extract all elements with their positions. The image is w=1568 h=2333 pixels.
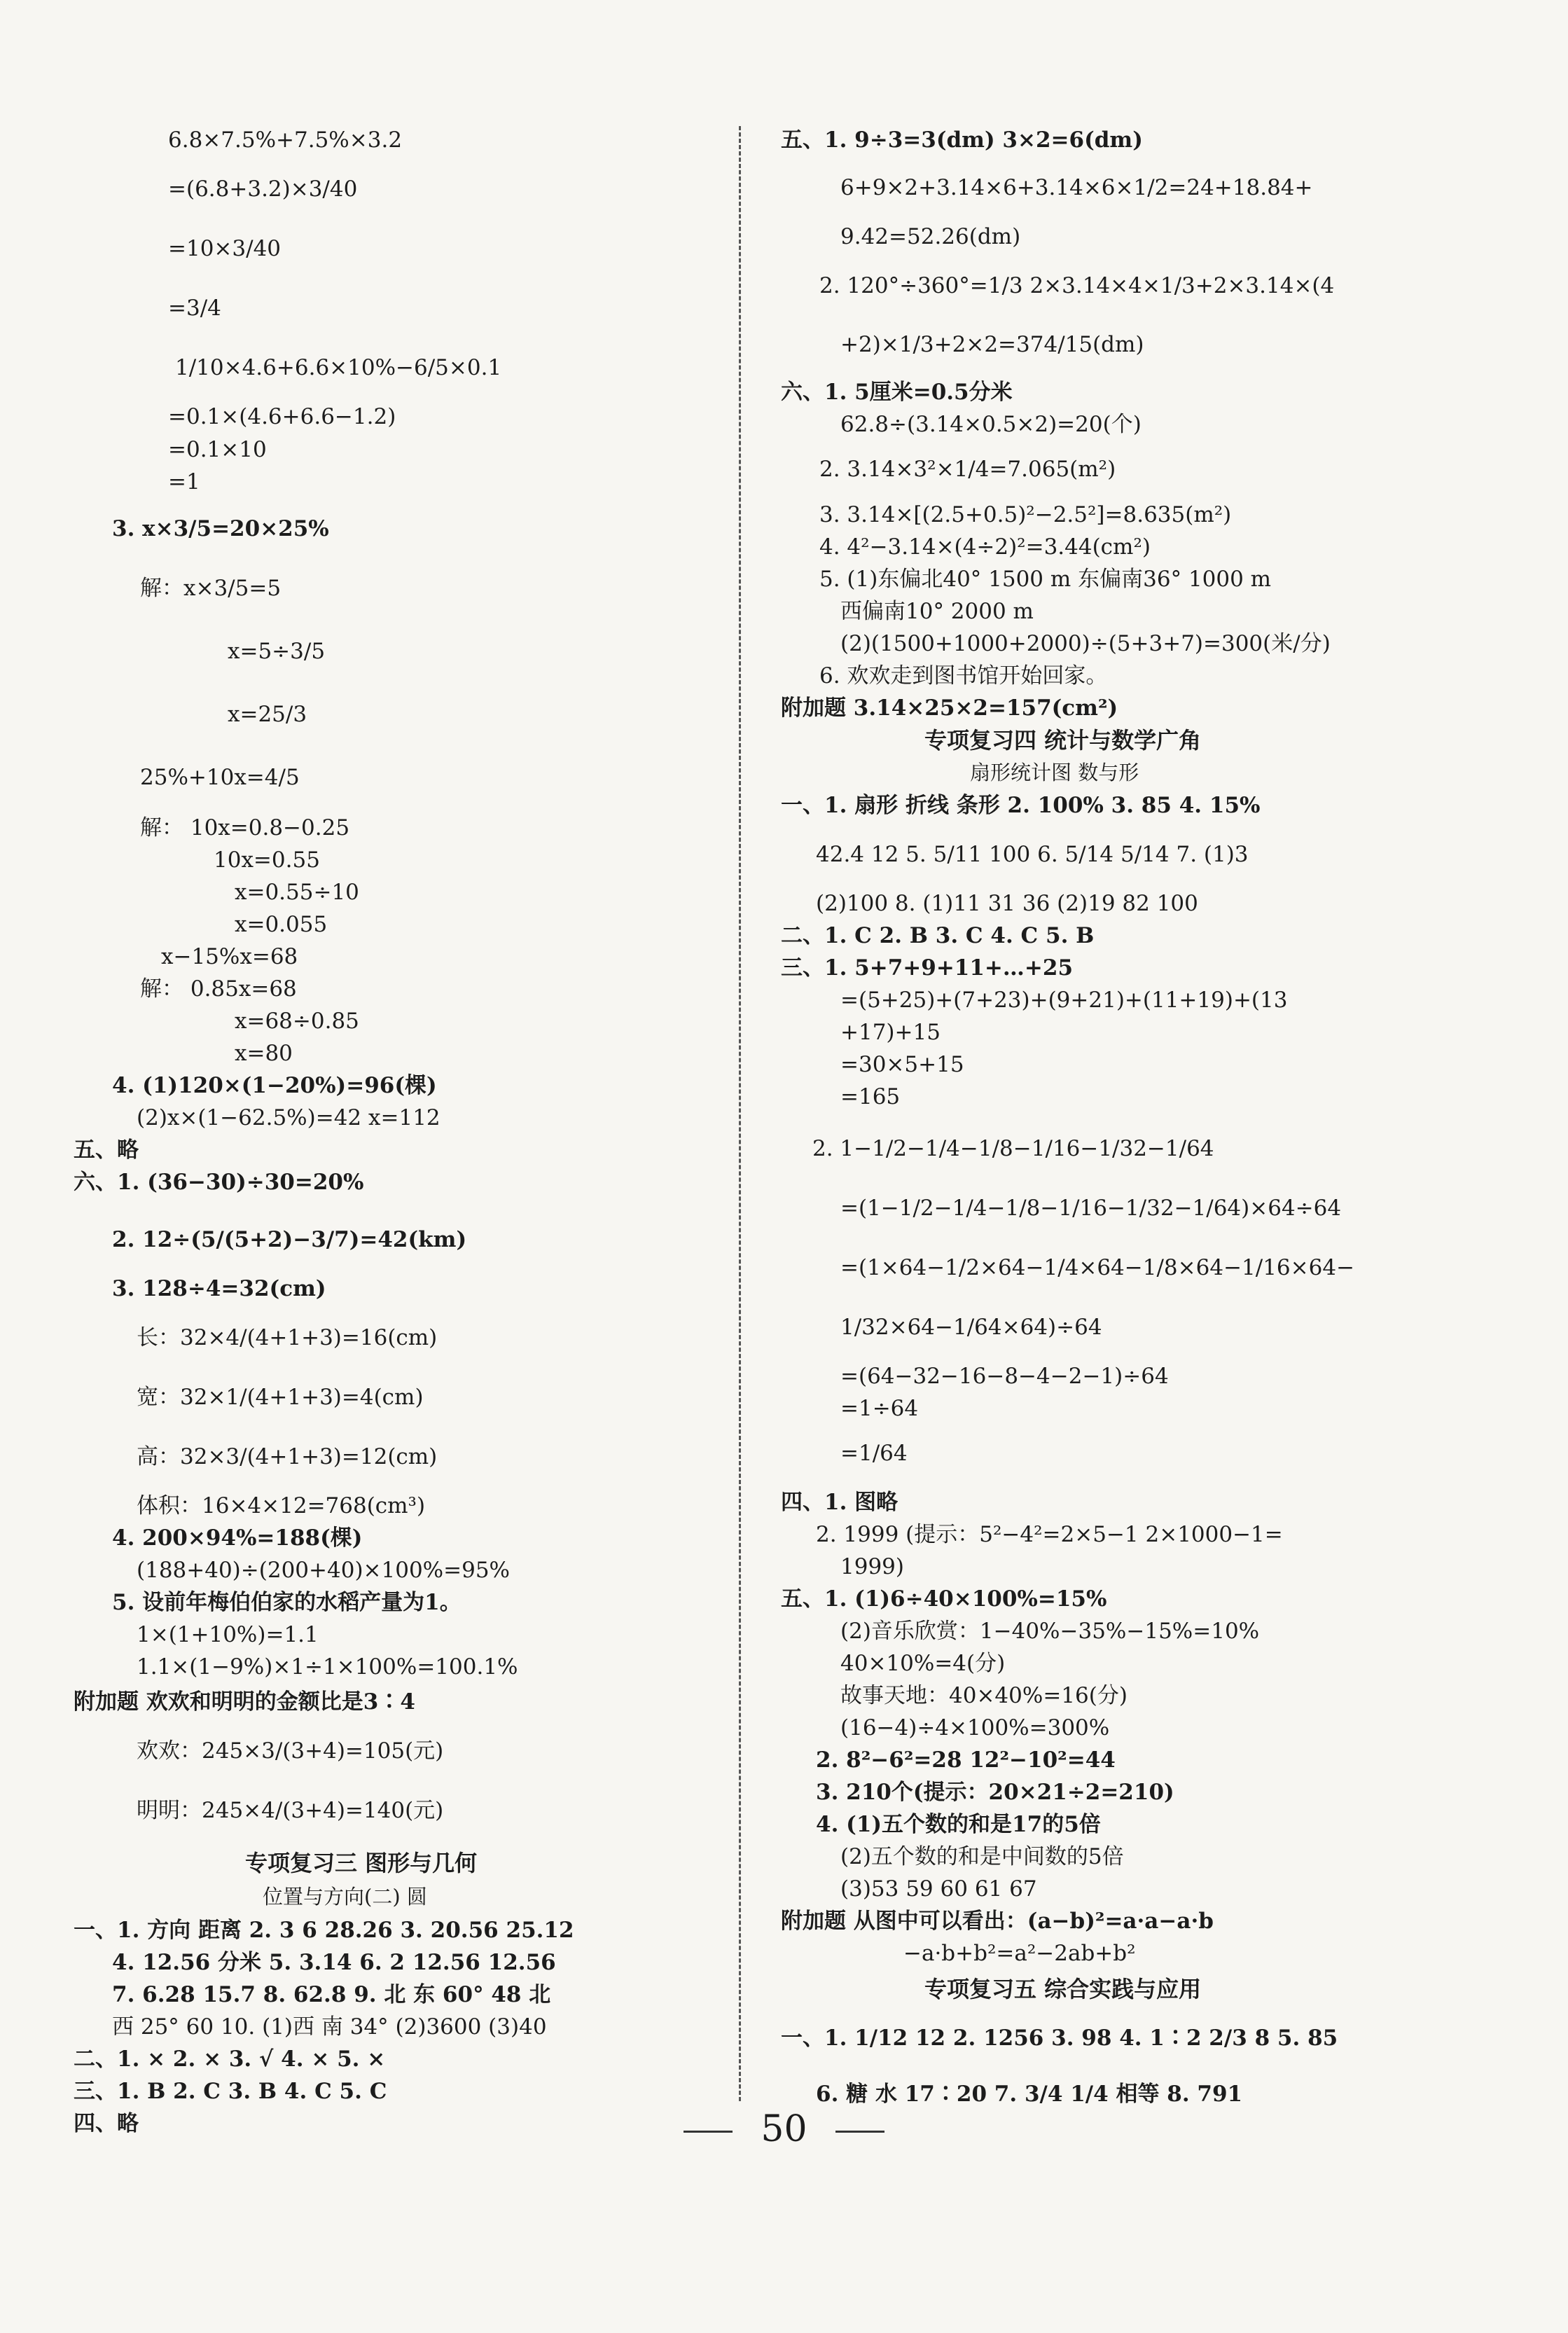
text-line: 二、1. × 2. × 3. √ 4. × 5. × <box>74 2047 386 2072</box>
text-line: 2. 1−1/2−1/4−1/8−1/16−1/32−1/64 <box>812 1136 1214 1161</box>
column-divider <box>739 126 741 2101</box>
text-line: x=25/3 <box>228 702 307 727</box>
text-line: 西偏南10° 2000 m <box>840 599 1034 624</box>
text-line: 6+9×2+3.14×6+3.14×6×1/2=24+18.84+ <box>840 175 1313 200</box>
text-line: 42.4 12 5. 5/11 100 6. 5/14 5/14 7. (1)3 <box>816 842 1249 867</box>
text-line: 9.42=52.26(dm) <box>840 224 1021 249</box>
text-line: 2. 120°÷360°=1/3 2×3.14×4×1/3+2×3.14×(4 <box>819 273 1335 298</box>
text-line: 附加题 欢欢和明明的金额比是3∶4 <box>74 1689 415 1715</box>
text-line: 2. 12÷(5/(5+2)−3/7)=42(km) <box>112 1227 467 1252</box>
text-line: 一、1. 扇形 折线 条形 2. 100% 3. 85 4. 15% <box>781 793 1261 818</box>
text-line: =1 <box>168 469 200 494</box>
text-line: =3/4 <box>168 296 221 321</box>
text-line: 2. 3.14×3²×1/4=7.065(m²) <box>819 457 1116 482</box>
text-line: 1/10×4.6+6.6×10%−6/5×0.1 <box>175 355 502 380</box>
text-line: 25%+10x=4/5 <box>140 765 300 790</box>
text-line: 三、1. B 2. C 3. B 4. C 5. C <box>74 2079 387 2104</box>
footer-dash <box>684 2131 733 2133</box>
text-line: (2)(1500+1000+2000)÷(5+3+7)=300(米/分) <box>840 631 1331 656</box>
text-line: 40×10%=4(分) <box>840 1651 1006 1676</box>
text-line: =(6.8+3.2)×3/40 <box>168 176 358 202</box>
text-line: 五、1. 9÷3=3(dm) 3×2=6(dm) <box>781 127 1143 153</box>
text-line: =0.1×(4.6+6.6−1.2) <box>168 404 396 429</box>
text-line: 六、1. (36−30)÷30=20% <box>74 1170 364 1195</box>
text-line: 5. 设前年梅伯伯家的水稻产量为1。 <box>112 1590 462 1615</box>
section-subtitle: 位置与方向(二) 圆 <box>263 1885 427 1909</box>
text-line: 解： 10x=0.8−0.25 <box>140 815 350 840</box>
text-line: 明明：245×4/(3+4)=140(元) <box>137 1798 444 1823</box>
text-line: =1/64 <box>840 1441 908 1466</box>
text-line: =(1−1/2−1/4−1/8−1/16−1/32−1/64)×64÷64 <box>840 1196 1342 1221</box>
text-line: =0.1×10 <box>168 437 267 462</box>
text-line: 一、1. 方向 距离 2. 3 6 28.26 3. 20.56 25.12 <box>74 1918 574 1943</box>
text-line: (2)x×(1−62.5%)=42 x=112 <box>137 1105 440 1130</box>
text-line: (188+40)÷(200+40)×100%=95% <box>137 1558 511 1583</box>
text-line: 体积：16×4×12=768(cm³) <box>137 1493 426 1518</box>
text-line: −a·b+b²=a²−2ab+b² <box>903 1941 1136 1966</box>
text-line: =10×3/40 <box>168 236 282 261</box>
text-line: 2. 1999 (提示：5²−4²=2×5−1 2×1000−1= <box>816 1522 1283 1547</box>
section-subtitle: 扇形统计图 数与形 <box>970 761 1139 784</box>
page-number: 50 <box>761 2108 807 2150</box>
text-line: 附加题 从图中可以看出：(a−b)²=a·a−a·b <box>781 1909 1214 1934</box>
text-line: (3)53 59 60 61 67 <box>840 1876 1037 1902</box>
text-line: =(64−32−16−8−4−2−1)÷64 <box>840 1364 1169 1389</box>
text-line: 故事天地：40×40%=16(分) <box>840 1683 1128 1708</box>
text-line: (2)五个数的和是中间数的5倍 <box>840 1844 1124 1869</box>
text-line: 高：32×3/(4+1+3)=12(cm) <box>137 1444 438 1469</box>
text-line: 西 25° 60 10. (1)西 南 34° (2)3600 (3)40 <box>112 2014 547 2040</box>
text-line: x=5÷3/5 <box>228 639 326 664</box>
text-line: 3. 128÷4=32(cm) <box>112 1276 326 1301</box>
section-title: 专项复习五 综合实践与应用 <box>924 1976 1202 2002</box>
text-line: 6.8×7.5%+7.5%×3.2 <box>168 127 403 153</box>
text-line: 1×(1+10%)=1.1 <box>137 1622 319 1647</box>
text-line: 解： 0.85x=68 <box>140 976 297 1002</box>
text-line: 一、1. 1/12 12 2. 1256 3. 98 4. 1∶2 2/3 8 5. 85 <box>781 2026 1338 2051</box>
text-line: 欢欢：245×3/(3+4)=105(元) <box>137 1738 444 1764</box>
text-line: 4. (1)五个数的和是17的5倍 <box>816 1812 1101 1837</box>
text-line: 4. 200×94%=188(棵) <box>112 1525 363 1551</box>
text-line: 五、略 <box>74 1137 139 1163</box>
text-line: (16−4)÷4×100%=300% <box>840 1715 1110 1740</box>
text-line: 2. 8²−6²=28 12²−10²=44 <box>816 1747 1116 1773</box>
text-line: 6. 欢欢走到图书馆开始回家。 <box>819 663 1108 688</box>
text-line: =1÷64 <box>840 1396 919 1421</box>
text-line: x=80 <box>235 1041 293 1066</box>
text-line: 1999) <box>840 1554 904 1579</box>
text-line: +17)+15 <box>840 1020 941 1045</box>
text-line: 4. 4²−3.14×(4÷2)²=3.44(cm²) <box>819 534 1151 560</box>
text-line: 解：x×3/5=5 <box>140 576 282 601</box>
text-line: 五、1. (1)6÷40×100%=15% <box>781 1586 1107 1612</box>
text-line: x=0.55÷10 <box>235 880 359 905</box>
text-line: 5. (1)东偏北40° 1500 m 东偏南36° 1000 m <box>819 567 1272 592</box>
text-line: 四、1. 图略 <box>781 1490 899 1515</box>
text-line: 3. 3.14×[(2.5+0.5)²−2.5²]=8.635(m²) <box>819 502 1232 527</box>
text-line: =(1×64−1/2×64−1/4×64−1/8×64−1/16×64− <box>840 1255 1355 1280</box>
text-line: 3. 210个(提示：20×21÷2=210) <box>816 1780 1174 1805</box>
text-line: x=68÷0.85 <box>235 1009 359 1034</box>
text-line: (2)100 8. (1)11 31 36 (2)19 82 100 <box>816 891 1198 916</box>
text-line: =165 <box>840 1084 901 1109</box>
text-line: =30×5+15 <box>840 1052 964 1077</box>
text-line: 1/32×64−1/64×64)÷64 <box>840 1315 1102 1340</box>
text-line: +2)×1/3+2×2=374/15(dm) <box>840 332 1144 357</box>
text-line: (2)音乐欣赏：1−40%−35%−15%=10% <box>840 1619 1260 1644</box>
text-line: 3. x×3/5=20×25% <box>112 516 329 541</box>
text-line: 6. 糖 水 17∶20 7. 3/4 1/4 相等 8. 791 <box>816 2082 1243 2107</box>
text-line: 7. 6.28 15.7 8. 62.8 9. 北 东 60° 48 北 <box>112 1982 551 2007</box>
page-footer <box>0 2108 1568 2150</box>
text-line: 二、1. C 2. B 3. C 4. C 5. B <box>781 923 1095 948</box>
text-line: 长：32×4/(4+1+3)=16(cm) <box>137 1325 438 1350</box>
text-line: 宽：32×1/(4+1+3)=4(cm) <box>137 1385 424 1410</box>
text-line: 1.1×(1−9%)×1÷1×100%=100.1% <box>137 1654 518 1680</box>
text-line: x−15%x=68 <box>161 944 298 969</box>
text-line: x=0.055 <box>235 912 328 937</box>
text-line: 10x=0.55 <box>214 847 320 873</box>
section-title: 专项复习三 图形与几何 <box>245 1850 478 1876</box>
text-line: 附加题 3.14×25×2=157(cm²) <box>781 695 1118 721</box>
text-line: 四、略 <box>74 2111 139 2136</box>
text-line: 三、1. 5+7+9+11+…+25 <box>781 955 1074 981</box>
text-line: 4. 12.56 分米 5. 3.14 6. 2 12.56 12.56 <box>112 1950 556 1975</box>
text-line: 六、1. 5厘米=0.5分米 <box>781 380 1013 405</box>
text-line: 62.8÷(3.14×0.5×2)=20(个) <box>840 412 1142 437</box>
footer-dash <box>835 2131 884 2133</box>
text-line: 4. (1)120×(1−20%)=96(棵) <box>112 1073 437 1098</box>
section-title: 专项复习四 统计与数学广角 <box>924 727 1202 754</box>
text-line: =(5+25)+(7+23)+(9+21)+(11+19)+(13 <box>840 988 1288 1013</box>
